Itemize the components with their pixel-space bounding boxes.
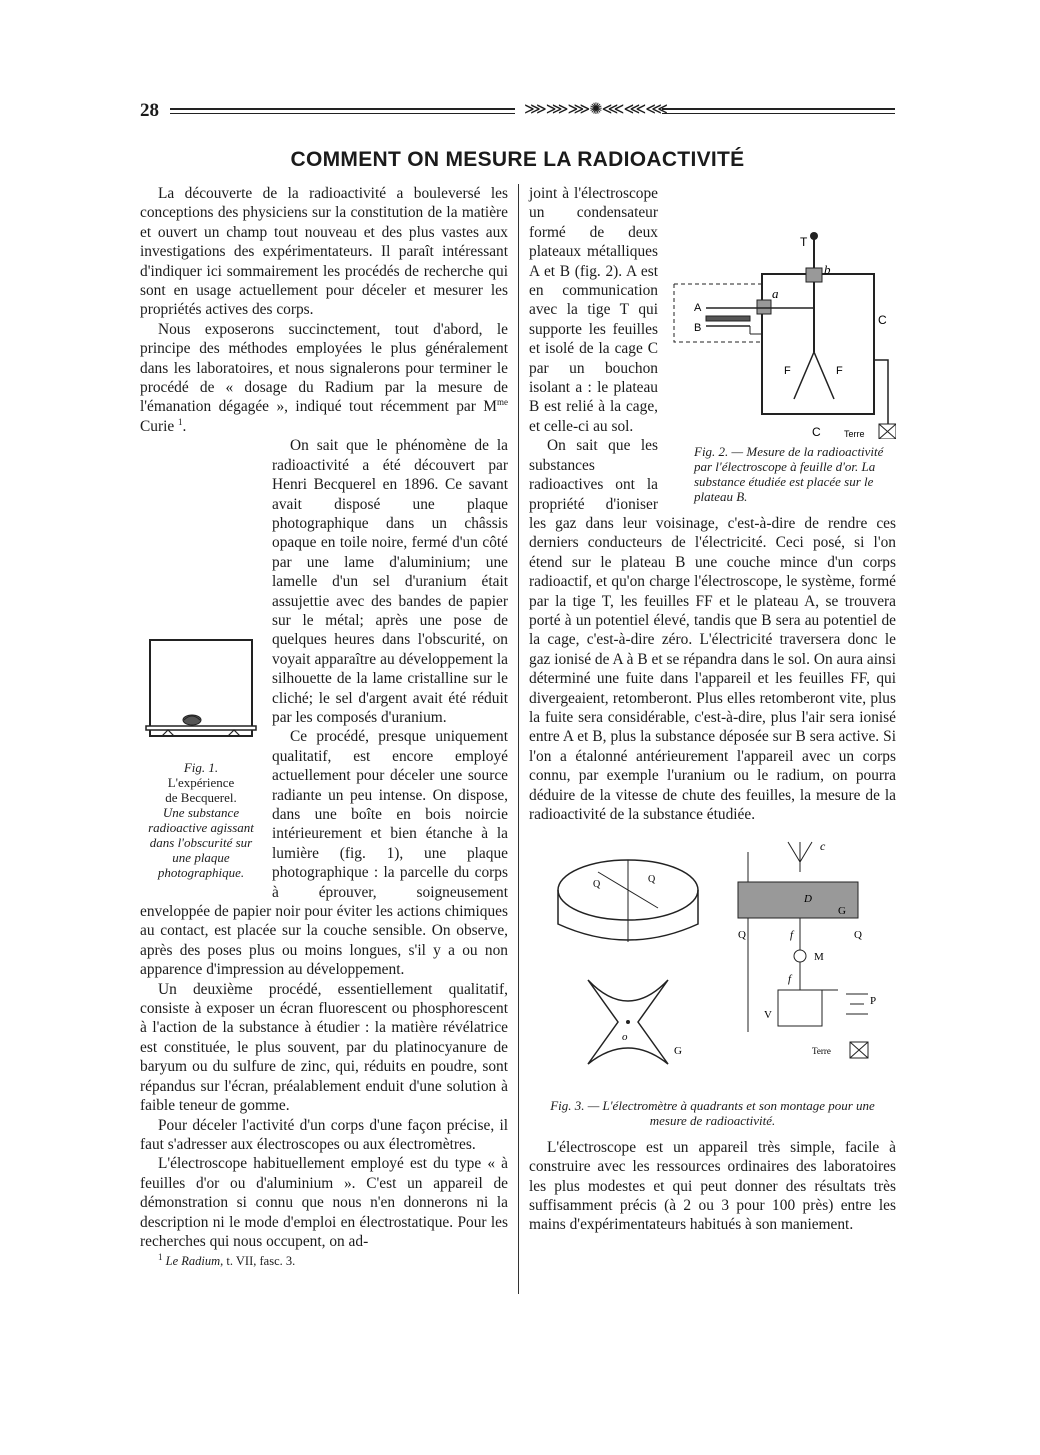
- paragraph: Pour déceler l'activité d'un corps d'une façon précise, il faut s'adresser aux électroscopes ou aux électromètres.: [140, 1116, 508, 1153]
- figure-3: [529, 824, 896, 1137]
- quadrant-electrometer-diagram: [538, 832, 888, 1090]
- label-A: A: [694, 302, 702, 314]
- header-rule-right: [662, 108, 895, 114]
- paragraph: On sait que le phénomène de la radioactivité a été découvert par Henri Becquerel en 1896. Ce savant avait disposé une plaque photographique dans un châssis opaque en toile noire, fermé d'un côté par une lame d'aluminium; une lamelle d'un sel d'uranium était assujettie avec des bandes de papier sur le métal; après une pose de quelques heures dans l'obscurité, on voyait apparaître au développement la silhouette de la lame cristalline sur le cliché; le sel d'argent avait été réduit par les composés d'uranium.: [272, 437, 508, 726]
- paragraph: Ce procédé, presque uniquement qualitatif, est encore employé actuellement pour déceler une source radiante un peu intense. On dispose, dans une boîte en bois noircie intérieurement et bien étanche à la lumière (fig. 1), une plaque photographique : la parcelle du corps à éprouver, soigneusement enveloppée de papier noir pour éviter les actions chimiques au contact, est placée sur la couche sensible. On observe, après des poses plus ou moins longues, s'il y a ou non apparence d'impression au développement.: [140, 728, 508, 979]
- label-M: M: [813, 951, 824, 964]
- label-Q: Q: [737, 929, 746, 942]
- footnote-ref: 1: [178, 416, 183, 427]
- electroscope-diagram: [666, 224, 896, 439]
- header-ornament: ⋙⋙⋙✺⋘⋘⋘: [524, 99, 667, 118]
- page-header: [140, 100, 895, 128]
- label-G: G: [837, 905, 846, 918]
- label-F: F: [784, 365, 791, 377]
- left-column: [140, 184, 508, 1294]
- label-terre: Terre: [844, 429, 865, 439]
- label-b: b: [824, 262, 831, 277]
- label-o: o: [621, 1031, 627, 1044]
- figure-1-title: L'expérience: [167, 774, 235, 790]
- figure-3-caption: Fig. 3. — L'électromètre à quadrants et son montage pour une mesure de radioactivité.: [550, 1097, 875, 1128]
- header-rule-left: [170, 108, 515, 114]
- article-title: COMMENT ON MESURE LA RADIOACTIVITÉ: [290, 148, 745, 171]
- becquerel-box-illustration: [140, 632, 262, 750]
- label-V: V: [763, 1009, 772, 1022]
- paragraph: La découverte de la radioactivité a bouleversé les conceptions des physiciens sur la constitution de la matière et ouvert un champ tout nouveau et des plus vastes aux investigations des expérimentateurs. Il paraît intéressant d'indiquer ici sommairement les procédés de recherche qui sont en usage actuellement pour déceler et mesurer les propriétés actives des corps.: [140, 185, 508, 319]
- label-C: C: [878, 313, 887, 327]
- figure-2-caption: Fig. 2. — Mesure de la radioactivité par l'électroscope à feuille d'or. La substance étudiée est placée sur le plateau B.: [694, 444, 884, 505]
- paragraph: Nous exposerons succinctement, tout d'abord, le principe des méthodes employées le plus généralement dans les laboratoires, et nous signalerons pour terminer le procédé de « dosage du Radium par la mesure de l'émanation dégagée », indiqué tout récemment par $M^{me}$ Curie $^1$.: [140, 320, 508, 435]
- label-Q: Q: [647, 874, 655, 886]
- label-f: f: [787, 973, 791, 986]
- right-column: [529, 184, 896, 1294]
- label-P: P: [869, 995, 876, 1008]
- label-G: G: [673, 1045, 682, 1058]
- footnote: $^1$ Le Radium, t. VII, fasc. 3.: [158, 1252, 296, 1269]
- label-a: a: [772, 286, 779, 301]
- label-c: c: [819, 839, 825, 854]
- paragraph: Un deuxième procédé, essentiellement qualitatif, consiste à exposer un écran fluorescent ou phosphorescent à l'action de la substance à étudier : la matière révélatrice est constituée, le plus souvent, par du platinocyanure de baryum ou du sulfure de zinc, qui, réduits en poudre, sont répandus sur l'écran, préalablement enduit d'une solution à faible teneur de gomme.: [140, 980, 508, 1115]
- label-f: f: [789, 929, 793, 942]
- paragraph: joint à l'électroscope un condensateur formé de deux plateaux métalliques A et B (fig. 2). A est en communication avec la tige T qui supporte les feuilles et isolé de la cage C par un bouchon isolant a : le plateau B est relié à la cage, et celle-ci au sol.: [529, 185, 658, 435]
- label-D: D: [803, 893, 812, 906]
- label-B: B: [694, 322, 702, 334]
- figure-1-title: de Becquerel.: [165, 789, 237, 805]
- figure-2: [666, 224, 896, 504]
- label-F: F: [836, 365, 843, 377]
- label-Q: Q: [853, 929, 862, 942]
- paragraph: On sait que les substances radioactives ont la propriété d'ioniser les gaz dans leur voisinage, c'est-à-dire de rendre ces derniers conducteurs de l'électricité. Ceci posé, si l'on étend sur le plateau B une couche mince d'un corps radioactif, et qu'on charge l'électroscope, le système, formé par la tige T, les feuilles FF et le plateau A, se trouvera porté à un potentiel élevé, tandis que B sera au potentiel de la cage, c'est-à-dire zéro. L'électricité traversera donc le gaz ionisé de A à B et se répandra dans le sol. On aura ainsi déterminé une fuite dans l'appareil et les feuilles FF, qui divergeaient, retomberont. Plus elles retomberont vite, plus la fuite sera considérable, c'est-à-dire, plus l'air sera ionisé entre A et B, plus la substance déposée sur B sera active. Si l'on a étalonné antérieurement l'appareil avec un corps connu, par exemple l'uranium ou le radium, on pourra déduire de la vitesse de chute des feuilles, la mesure de la radioactivité de la substance étudiée.: [529, 437, 896, 823]
- label-Q: Q: [592, 879, 600, 891]
- figure-1: [140, 632, 262, 879]
- paragraph: L'électroscope est un appareil très simple, facile à construire avec les ressources ordinaires des laboratoires les plus modestes et qui peut donner des résultats très suffisamment précis (à 2 ou 3 pour 100 près) entre les mains d'expérimentateurs habitués à son maniement.: [529, 1138, 896, 1234]
- column-divider: [518, 184, 519, 1294]
- label-C: C: [812, 425, 821, 439]
- page-number: 28: [140, 100, 159, 121]
- figure-1-caption: Une substance radioactive agissant dans l'obscurité sur une plaque photographique.: [148, 804, 254, 880]
- label-terre: Terre: [811, 1046, 831, 1057]
- label-T: T: [800, 235, 808, 249]
- figure-1-label: Fig. 1.: [183, 759, 219, 775]
- paragraph: L'électroscope habituellement employé est du type « à feuilles d'or ou d'aluminium ». C'est un appareil de démonstration si connu que nous n'en donnerons ni la description ni le mode d'emploi en électrostatique. Pour les recherches qui nous occupent, on ad-: [140, 1155, 508, 1250]
